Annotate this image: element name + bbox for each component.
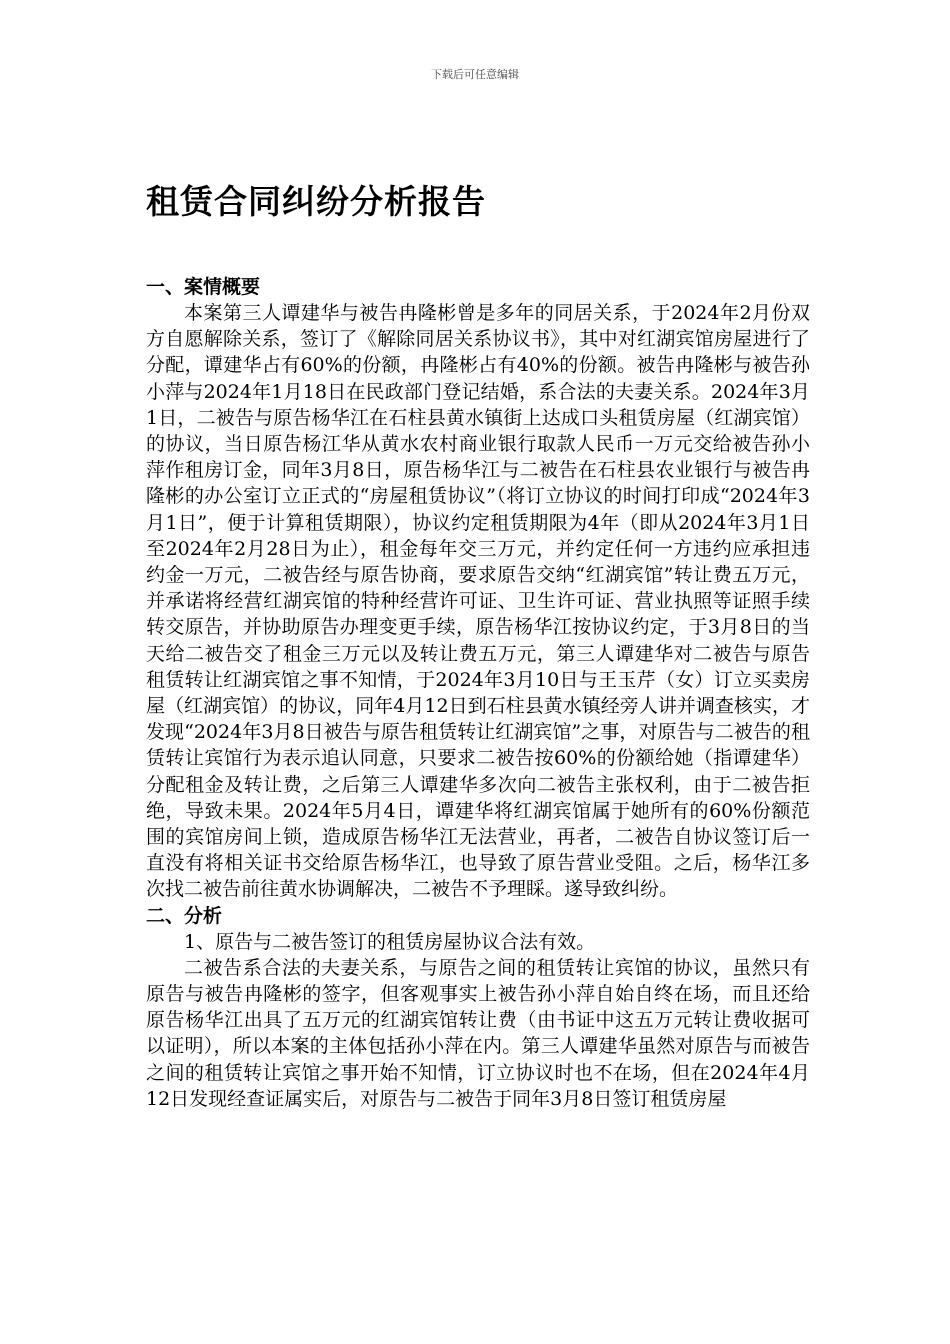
section-heading-case-summary: 一、案情概要 (146, 276, 261, 298)
page-header-note: 下载后可任意编辑 (431, 68, 519, 81)
document-title: 租赁合同纠纷分析报告 (146, 182, 486, 221)
paragraph-analysis-body: 二被告系合法的夫妻关系，与原告之间的租赁转让宾馆的协议，虽然只有原告与被告冉隆彬的签字，但客观事实上被告孙小萍自始自终在场，而且还给原告杨华江出具了五万元的红湖宾馆转让费（由书证中这五万元转让费收据可以证明），所以本案的主体包括孙小萍在内。第三人谭建华虽然对原告与而被告之间的租赁转让宾馆之事开始不知情，订立协议时也不在场，但在2024年4月12日发现经查证属实后，对原告与二被告于同年3月8日签订租赁房屋 (146, 956, 810, 1110)
section-heading-analysis: 二、分析 (146, 904, 223, 927)
paragraph-case-summary: 本案第三人谭建华与被告冉隆彬曾是多年的同居关系，于2024年2月份双方自愿解除关系，签订了《解除同居关系协议书》，其中对红湖宾馆房屋进行了分配，谭建华占有60%的份额，冉隆彬占有40%的份额。被告冉隆彬与被告孙小萍与2024年1月18日在民政部门登记结婚，系合法的夫妻关系。2024年3月1日，二被告与原告杨华江在石柱县黄水镇街上达成口头租赁房屋（红湖宾馆）的协议，当日原告杨江华从黄水农村商业银行取款人民币一万元交给被告孙小萍作租房订金，同年3月8日，原告杨华江与二被告在石柱县农业银行与被告冉隆彬的办公室订立正式的“房屋租赁协议”（将订立协议的时间打印成“2024年3月1日”，便于计算租赁期限），协议约定租赁期限为4年（即从2024年3月1日至2024年2月28日为止），租金每年交三万元，并约定任何一方违约应承担违约金一万元，二被告经与原告协商，要求原告交纳“红湖宾馆”转让费五万元，并承诺将经营红湖宾馆的特种经营许可证、卫生许可证、营业执照等证照手续转交原告，并协助原告办理变更手续，原告杨华江按协议约定，于3月8日的当天给二被告交了租金三万元以及转让费五万元，第三人谭建华对二被告与原告租赁转让红湖宾馆之事不知情，于2024年3月10日与王玉芹（女）订立买卖房屋（红湖宾馆）的协议，同年4月12日到石柱县黄水镇经旁人讲并调查核实，才发现“2024年3月8日被告与原告租赁转让红湖宾馆”之事，对原告与二被告的租赁转让宾馆行为表示追认同意，只要求二被告按60%的份额给她（指谭建华）分配租金及转让费，之后第三人谭建华多次向二被告主张权利，由于二被告拒绝，导致未果。2024年5月4日，谭建华将红湖宾馆属于她所有的60%份额范围的宾馆房间上锁，造成原告杨华江无法营业，再者，二被告自协议签订后一直没有将相关证书交给原告杨华江，也导致了原告营业受阻。之后，杨华江多次找二被告前往黄水协调解决，二被告不予理睬。遂导致纠纷。 (146, 302, 810, 901)
paragraph-analysis-point-1: 1、原告与二被告签订的租赁房屋协议合法有效。 (184, 930, 596, 953)
document-body (146, 274, 810, 1112)
